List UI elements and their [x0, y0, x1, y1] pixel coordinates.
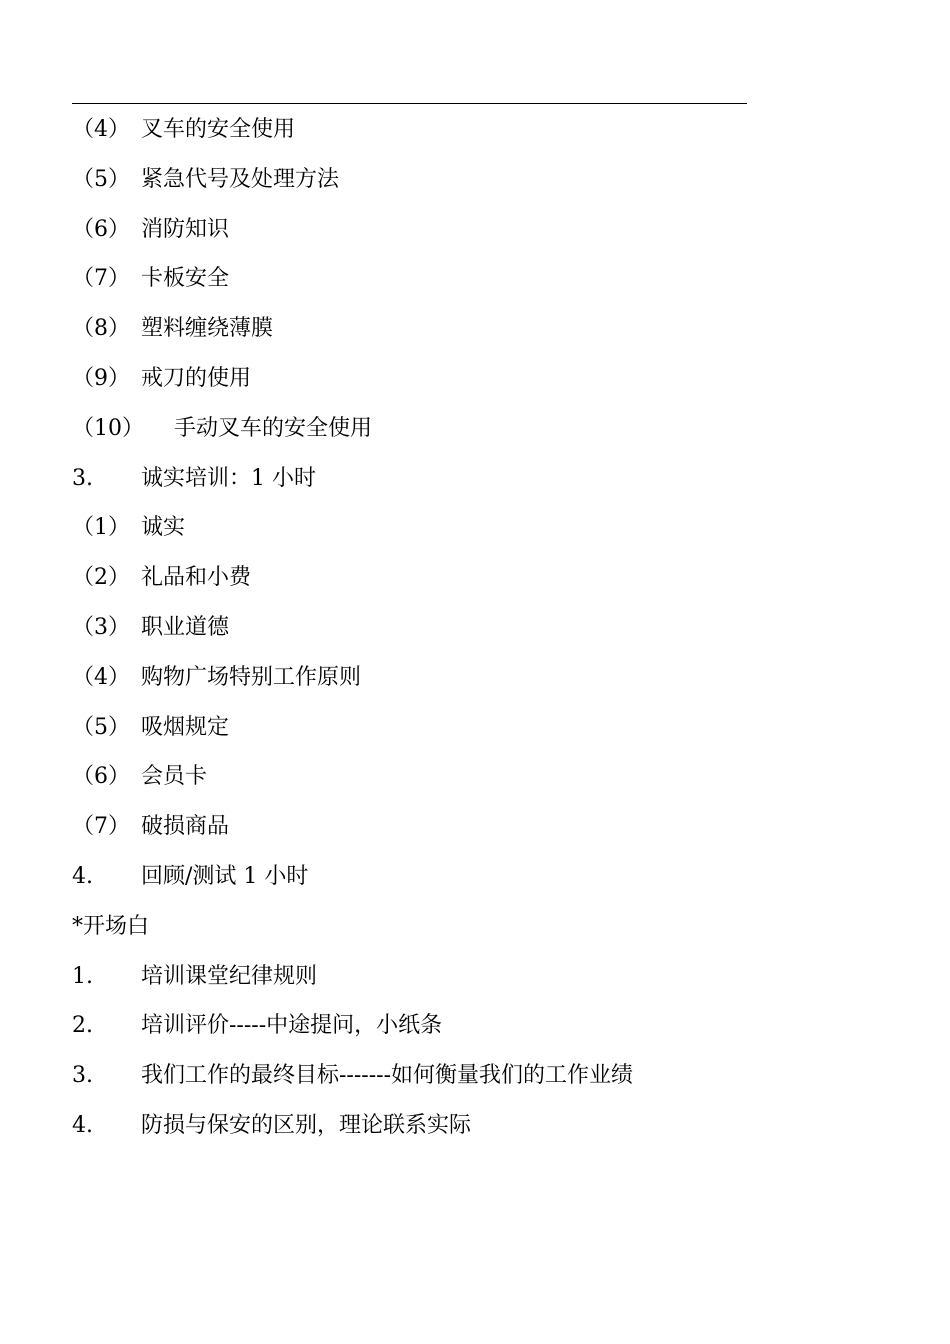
- item-text: 紧急代号及处理方法: [141, 166, 340, 192]
- item-number: （10）: [72, 415, 144, 441]
- list-item: [72, 304, 932, 354]
- top-horizontal-rule: [72, 103, 747, 104]
- item-number: （7）: [72, 266, 130, 292]
- item-number: （6）: [72, 216, 130, 242]
- section-number: 4.: [72, 863, 93, 889]
- item-text: 塑料缠绕薄膜: [141, 316, 274, 342]
- list-item: [72, 703, 932, 753]
- list-item: [72, 205, 932, 255]
- item-number: （8）: [72, 316, 130, 342]
- item-text: 消防知识: [141, 216, 230, 242]
- item-number: （6）: [72, 764, 130, 790]
- list-item: [72, 1051, 932, 1101]
- item-number: 3.: [72, 1063, 93, 1089]
- item-number: 2.: [72, 1013, 93, 1039]
- list-item: [72, 354, 932, 404]
- section-heading: [72, 852, 932, 902]
- list-item: [72, 254, 932, 304]
- item-text: 职业道德: [141, 614, 230, 640]
- document-body: [72, 105, 932, 1151]
- item-text: 手动叉车的安全使用: [174, 415, 373, 441]
- item-text: 培训课堂纪律规则: [141, 963, 318, 989]
- section-text: 回顾/测试 1 小时: [141, 863, 309, 889]
- item-text: 吸烟规定: [141, 714, 230, 740]
- item-number: （7）: [72, 814, 130, 840]
- list-item: [72, 603, 932, 653]
- list-item: [72, 105, 932, 155]
- item-number: （4）: [72, 664, 130, 690]
- list-item: [72, 952, 932, 1002]
- list-item: [72, 404, 932, 454]
- item-text: 卡板安全: [141, 266, 230, 292]
- list-item: [72, 553, 932, 603]
- item-text: 培训评价-----中途提问，小纸条: [141, 1013, 443, 1039]
- item-text: 礼品和小费: [141, 565, 252, 591]
- item-number: 4.: [72, 1112, 93, 1138]
- section-number: 3.: [72, 465, 93, 491]
- list-item: [72, 503, 932, 553]
- item-number: （3）: [72, 614, 130, 640]
- list-item: [72, 1101, 932, 1151]
- item-number: （5）: [72, 714, 130, 740]
- subsection-text: *开场白: [72, 913, 150, 939]
- item-text: 防损与保安的区别，理论联系实际: [141, 1112, 472, 1138]
- item-text: 我们工作的最终目标-------如何衡量我们的工作业绩: [141, 1063, 634, 1089]
- item-number: （5）: [72, 166, 130, 192]
- item-text: 会员卡: [141, 764, 208, 790]
- list-item: [72, 752, 932, 802]
- item-number: （4）: [72, 117, 130, 142]
- section-heading: [72, 454, 932, 504]
- list-item: [72, 802, 932, 852]
- item-number: （1）: [72, 515, 130, 541]
- item-text: 诚实: [141, 515, 186, 541]
- item-text: 戒刀的使用: [141, 365, 252, 391]
- item-text: 破损商品: [141, 814, 230, 840]
- item-text: 购物广场特别工作原则: [141, 664, 362, 690]
- list-item: [72, 155, 932, 205]
- item-number: （9）: [72, 365, 130, 391]
- item-number: （2）: [72, 565, 130, 591]
- list-item: [72, 653, 932, 703]
- subsection-heading: [72, 902, 932, 952]
- section-text: 诚实培训：1 小时: [141, 465, 316, 491]
- list-item: [72, 1001, 932, 1051]
- item-number: 1.: [72, 963, 93, 989]
- item-text: 叉车的安全使用: [141, 117, 296, 142]
